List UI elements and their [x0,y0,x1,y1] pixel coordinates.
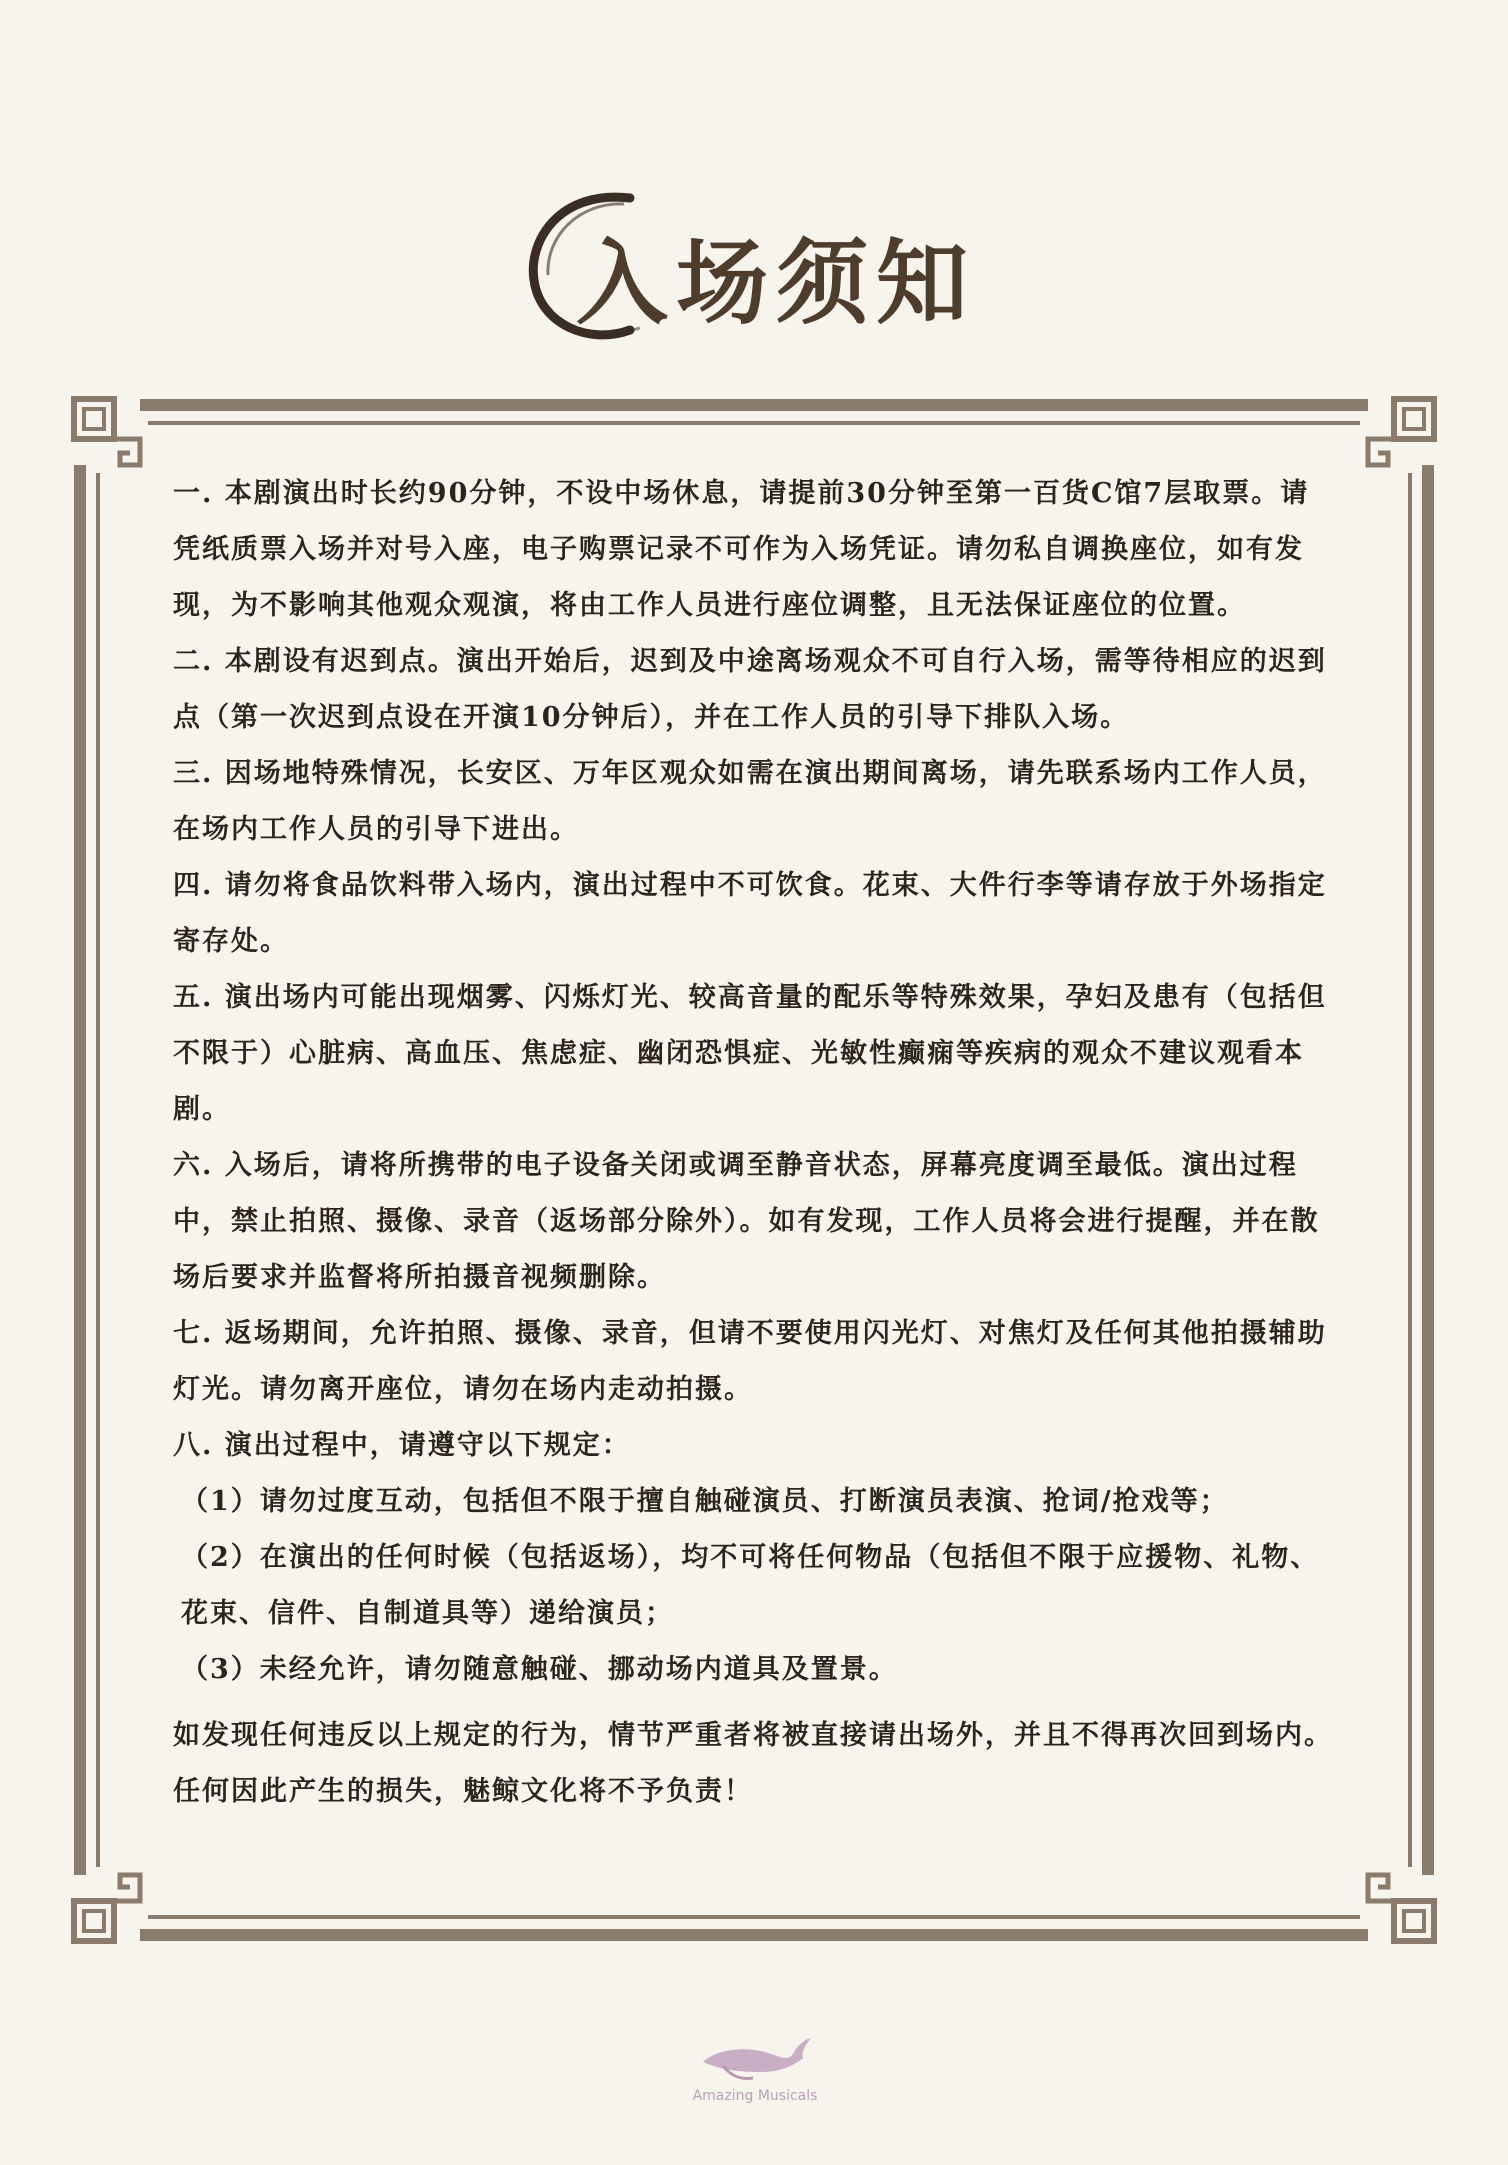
rule-item: 六. 入场后，请将所携带的电子设备关闭或调至静音状态，屏幕亮度调至最低。演出过程中，禁止拍照、摄像、录音（返场部分除外）。如有发现，工作人员将会进行提醒，并在散场后要求并监督将所拍摄音视频删除。 [173,1150,1320,1293]
rule-item: 三. 因场地特殊情况，长安区、万年区观众如需在演出期间离场，请先联系场内工作人员，在场内工作人员的引导下进出。 [173,758,1327,845]
logo-text: Amazing Musicals [692,2088,818,2104]
rule-item: 四. 请勿将食品饮料带入场内，演出过程中不可饮食。花束、大件行李等请存放于外场指定寄存处。 [173,870,1327,957]
page-title: 入场须知 [576,229,977,337]
closing-statement: 如发现任何违反以上规定的行为，情节严重者将被直接请出场外，并且不得再次回到场内。任何因此产生的损失，魅鲸文化将不予负责！ [173,1720,1333,1807]
rules-content [173,466,1335,1820]
rule-item: 二. 本剧设有迟到点。演出开始后，迟到及中途离场观众不可自行入场，需等待相应的迟到点（第一次迟到点设在开演10分钟后），并在工作人员的引导下排队入场。 [173,646,1327,733]
rule-item: 五. 演出场内可能出现烟雾、闪烁灯光、较高音量的配乐等特殊效果，孕妇及患有（包括但不限于）心脏病、高血压、焦虑症、幽闭恐惧症、光敏性癫痫等疾病的观众不建议观看本剧。 [173,982,1327,1125]
whale-icon [695,2022,815,2086]
rule-item: 七. 返场期间，允许拍照、摄像、录音，但请不要使用闪光灯、对焦灯及任何其他拍摄辅助灯光。请勿离开座位，请勿在场内走动拍摄。 [173,1318,1327,1405]
brand-logo [690,2022,820,2132]
title-block [520,180,1020,350]
sub-rule-item: （1）请勿过度互动，包括但不限于擅自触碰演员、打断演员表演、抢词/抢戏等； [181,1486,1229,1517]
sub-rule-item: （3）未经允许，请勿随意触碰、挪动场内道具及置景。 [181,1654,898,1685]
sub-rule-item: （2）在演出的任何时候（包括返场），均不可将任何物品（包括但不限于应援物、礼物、花束、信件、自制道具等）递给演员； [181,1542,1320,1629]
rule-item: 八. 演出过程中，请遵守以下规定： [173,1430,631,1461]
rule-item: 一. 本剧演出时长约90分钟，不设中场休息，请提前30分钟至第一百货C馆7层取票。请凭纸质票入场并对号入座，电子购票记录不可作为入场凭证。请勿私自调换座位，如有发现，为不影响其他观众观演，将由工作人员进行座位调整，且无法保证座位的位置。 [173,478,1310,621]
